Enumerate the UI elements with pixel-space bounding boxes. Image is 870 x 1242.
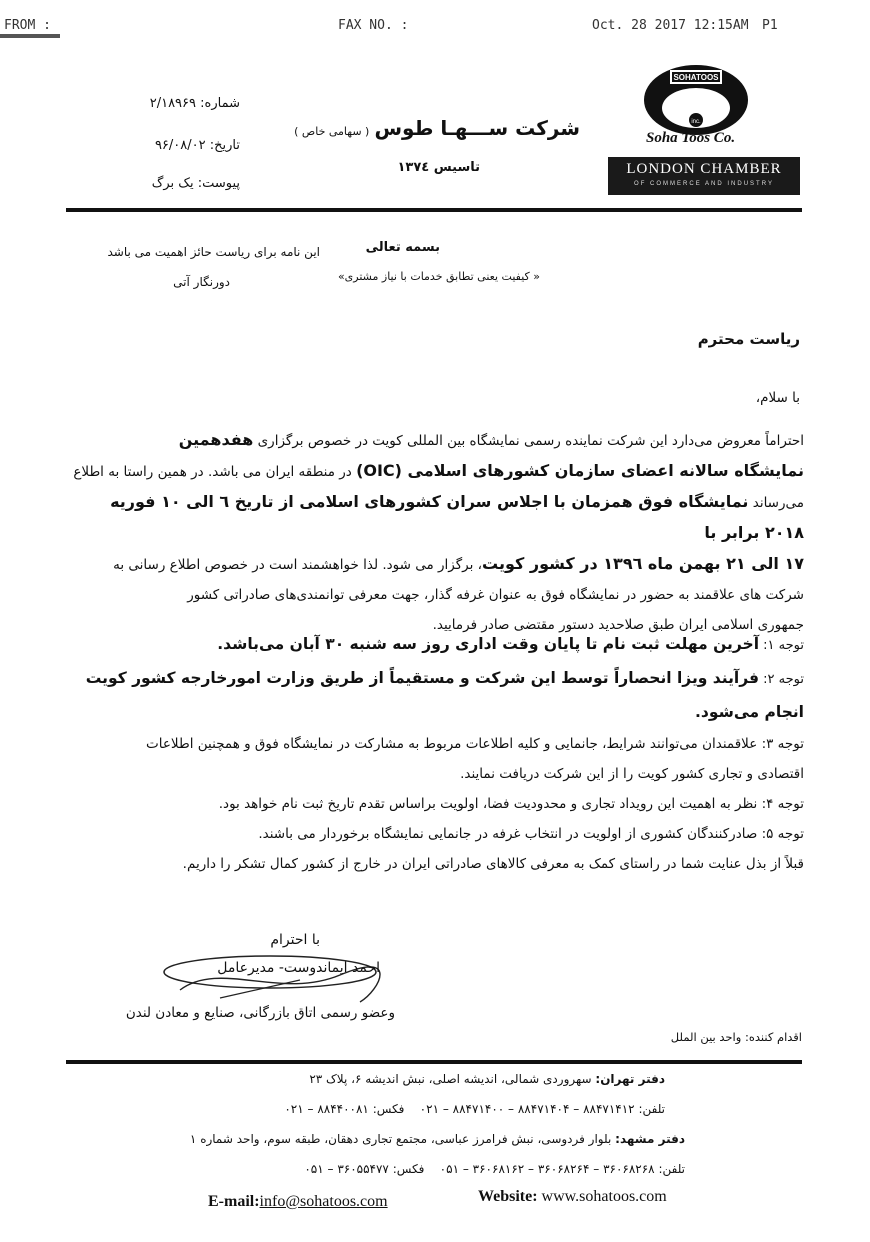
company-name-en: Soha Toos Co. [646,130,736,146]
note-5: توجه ۵: صادرکنندگان کشوری از اولویت در انتخاب غرفه در جانمایی نمایشگاه برخوردار می باشند. [258,826,804,842]
company-type: ( سهامی خاص ) [294,125,370,138]
number-label: شماره: [200,96,240,111]
company-name-fa: شرکت ســـهـا طوس [374,116,580,140]
footer-divider [66,1060,802,1064]
note-2-cont: انجام می‌شود. [695,703,804,721]
fax-from-label: FROM : [4,18,51,33]
email-line: E-mail:info@sohatoos.com [208,1193,388,1210]
invocation: بسمه تعالی [365,240,440,255]
body-paragraph [66,425,804,640]
body-line-5: شرکت های علاقمند به حضور در نمایشگاه فوق به عنوان غرفه گذار، جهت معرفی توانمندی‌های صادراتی کشور [187,587,804,603]
mashhad-contact [170,1162,685,1176]
tehran-tel: تلفن: ۸۸۴۷۱۴۱۲ – ۸۸۴۷۱۴۰۴ – ۸۸۴۷۱۴۰۰ – ۰۲۱ [419,1102,665,1116]
logo-inc: inc. [691,119,701,125]
fax-from-mark [0,34,60,38]
fax-page: P1 [762,18,778,33]
logo-wordmark: SOHATOOS [673,73,719,82]
mashhad-fax: فکس: ۳۶۰۵۵۴۷۷ – ۰۵۱ [304,1162,425,1176]
regards: با احترام [270,932,320,948]
note-2: توجه ۲: فرآیند ویزا انحصاراً توسط این شرکت و مستقیماً از طریق وزارت امورخارجه کشور کویت [85,669,804,687]
body-line-1: احتراماً معروض می‌دارد این شرکت نماینده رسمی نمایشگاه بین المللی کویت در خصوص برگزاری هفدهمین [178,430,804,449]
handwritten-signature [160,950,390,1010]
note-3-cont: اقتصادی و تجاری کشور کویت را از این شرکت دریافت نمایند. [460,766,804,782]
signatory-membership: وعضو رسمی اتاق بازرگانی، صنایع و معادن لندن [125,1005,395,1021]
attachment-value: یک برگ [151,176,194,191]
closing-line: قبلاً از بذل عنایت شما در راستای کمک به معرفی کالاهای صادراتی ایران در خارج از کشور کمال تشکر را داریم. [182,856,804,872]
founded-year: تاسیس ۱۳۷٤ [397,160,480,175]
note-3: توجه ۳: علاقمندان می‌توانند شرایط، جانمایی و کلیه اطلاعات مربوط به مشارکت در نمایشگاه فوق و همچنین اطلاعات [146,736,804,752]
mashhad-office: دفتر مشهد: بلوار فردوسی، نبش فرامرز عباسی، مجتمع تجاری دهقان، طبقه سوم، واحد شماره ۱ [189,1132,685,1146]
email-link[interactable]: info@sohatoos.com [259,1193,388,1210]
fax-followup-note: دورنگار آتی [173,275,230,289]
header-divider [66,208,802,212]
letter-date [110,138,240,153]
website-line: Website: www.sohatoos.com [478,1188,667,1205]
attachment-label: پیوست: [197,176,240,191]
website-link[interactable]: www.sohatoos.com [541,1188,667,1205]
company-logo [640,62,752,138]
body-line-2: نمایشگاه سالانه اعضای سازمان کشورهای اسلامی (OIC) در منطقه ایران می باشد. در همین راستا به اطلاع [73,461,804,480]
salutation: ریاست محترم [697,330,800,348]
motto: « کیفیت یعنی تطابق خدمات با نیاز مشتری» [337,270,540,283]
number-value: ۲/۱۸۹۶۹ [149,96,197,111]
letter-attachment [110,176,240,191]
fax-datetime: Oct. 28 2017 12:15AM [592,18,749,33]
company-title [290,116,580,140]
tehran-office: دفتر تهران: سهروردی شمالی، اندیشه اصلی، نبش اندیشه ۶، پلاک ۲۳ [309,1072,665,1086]
date-label: تاریخ: [209,138,240,153]
action-by: اقدام کننده: واحد بین الملل [670,1030,802,1044]
tehran-fax: فکس: ۸۸۴۴۰۰۸۱ – ۰۲۱ [284,1102,405,1116]
note-1: توجه ۱: آخرین مهلت ثبت نام تا پایان وقت اداری روز سه شنبه ۳۰ آبان می‌باشد. [217,635,804,653]
london-chamber-badge [608,157,800,195]
body-line-4: ۱۷ الی ۲۱ بهمن ماه ۱۳۹٦ در کشور کویت، برگزار می شود. لذا خواهشمند است در خصوص اطلاع رسانی به [113,554,804,573]
body-line-3: می‌رساند نمایشگاه فوق همزمان با اجلاس سران کشورهای اسلامی از تاریخ ٦ الی ۱۰ فوریه ۲۰۱۸ برابر با [110,492,804,542]
priority-note: این نامه برای ریاست حائز اهمیت می باشد [107,245,320,259]
body-line-6: جمهوری اسلامی ایران طبق صلاحدید دستور مقتضی صادر فرمایید. [432,617,804,633]
note-4: توجه ۴: نظر به اهمیت این رویداد تجاری و محدودیت فضا، اولویت براساس تقدم تاریخ ثبت نام خواهد بود. [218,796,804,812]
date-value: ۹۶/۰۸/۰۲ [154,138,206,153]
signatory-name: احمد ایماندوست- مدیرعامل [217,960,380,976]
chamber-name: LONDON CHAMBER [626,161,782,177]
letter-number [110,96,240,111]
greeting: با سلام، [755,390,800,406]
chamber-subtitle: OF COMMERCE AND INDUSTRY [634,181,774,187]
fax-number-label: FAX NO. : [338,18,409,33]
mashhad-tel: تلفن: ۳۶۰۶۸۲۶۸ – ۳۶۰۶۸۲۶۴ – ۳۶۰۶۸۱۶۲ – ۰۵۱ [439,1162,685,1176]
tehran-contact [200,1102,665,1116]
notes-block [66,628,804,879]
